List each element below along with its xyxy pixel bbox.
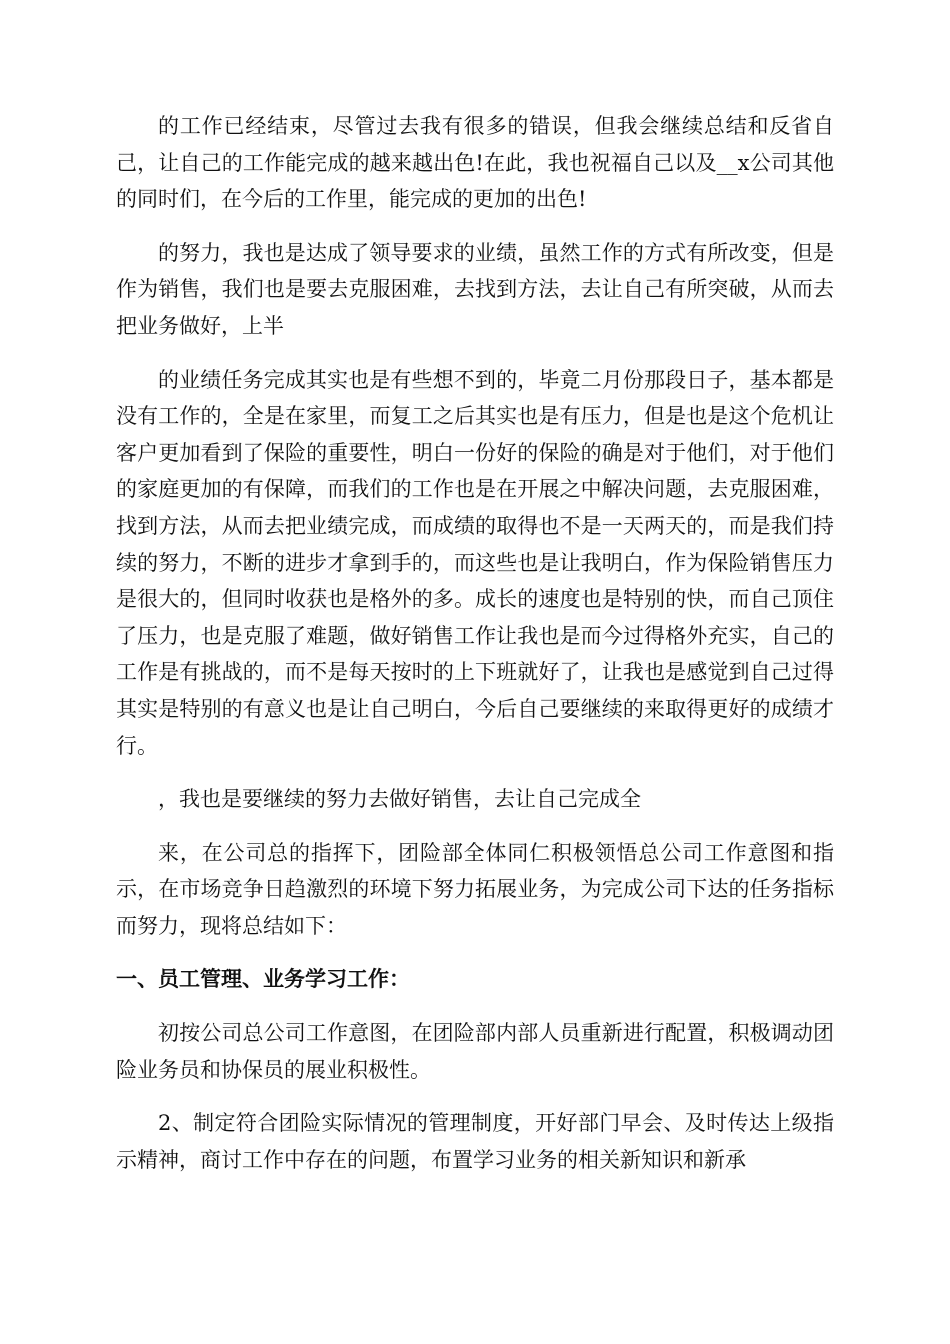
paragraph: 初按公司总公司工作意图，在团险部内部人员重新进行配置，积极调动团险业务员和协保员的展业积极性。 bbox=[116, 1021, 834, 1082]
paragraph: 来，在公司总的指挥下，团险部全体同仁积极领悟总公司工作意图和指示，在市场竞争日趋激烈的环境下努力拓展业务，为完成公司下达的任务指标而努力，现将总结如下： bbox=[116, 840, 834, 938]
paragraph: ，我也是要继续的努力去做好销售，去让自己完成全 bbox=[158, 787, 641, 812]
document-body bbox=[116, 108, 834, 1195]
paragraph: 的努力，我也是达成了领导要求的业绩，虽然工作的方式有所改变，但是作为销售，我们也是要去克服困难，去找到方法，去让自己有所突破，从而去把业务做好，上半 bbox=[116, 240, 834, 338]
paragraph: 的工作已经结束，尽管过去我有很多的错误，但我会继续总结和反省自己，让自己的工作能完成的越来越出色!在此，我也祝福自己以及__x公司其他的同时们，在今后的工作里，能完成的更加的出色! bbox=[116, 114, 834, 212]
paragraph: 2、制定符合团险实际情况的管理制度，开好部门早会、及时传达上级指示精神，商讨工作中存在的问题，布置学习业务的相关新知识和新承 bbox=[116, 1111, 834, 1172]
paragraph: 的业绩任务完成其实也是有些想不到的，毕竟二月份那段日子，基本都是没有工作的，全是在家里，而复工之后其实也是有压力，但是也是这个危机让客户更加看到了保险的重要性，明白一份好的保险的确是对于他们，对于他们的家庭更加的有保障，而我们的工作也是在开展之中解决问题，去克服困难，找到方法，从而去把业绩完成，而成绩的取得也不是一天两天的，而是我们持续的努力，不断的进步才拿到手的，而这些也是让我明白，作为保险销售压力是很大的，但同时收获也是格外的多。成长的速度也是特别的快，而自己顶住了压力，也是克服了难题，做好销售工作让我也是而今过得格外充实，自己的工作是有挑战的，而不是每天按时的上下班就好了，让我也是感觉到自己过得其实是特别的有意义也是让自己明白，今后自己要继续的来取得更好的成绩才行。 bbox=[116, 367, 834, 758]
section-heading: 一、员工管理、业务学习工作： bbox=[116, 967, 410, 992]
